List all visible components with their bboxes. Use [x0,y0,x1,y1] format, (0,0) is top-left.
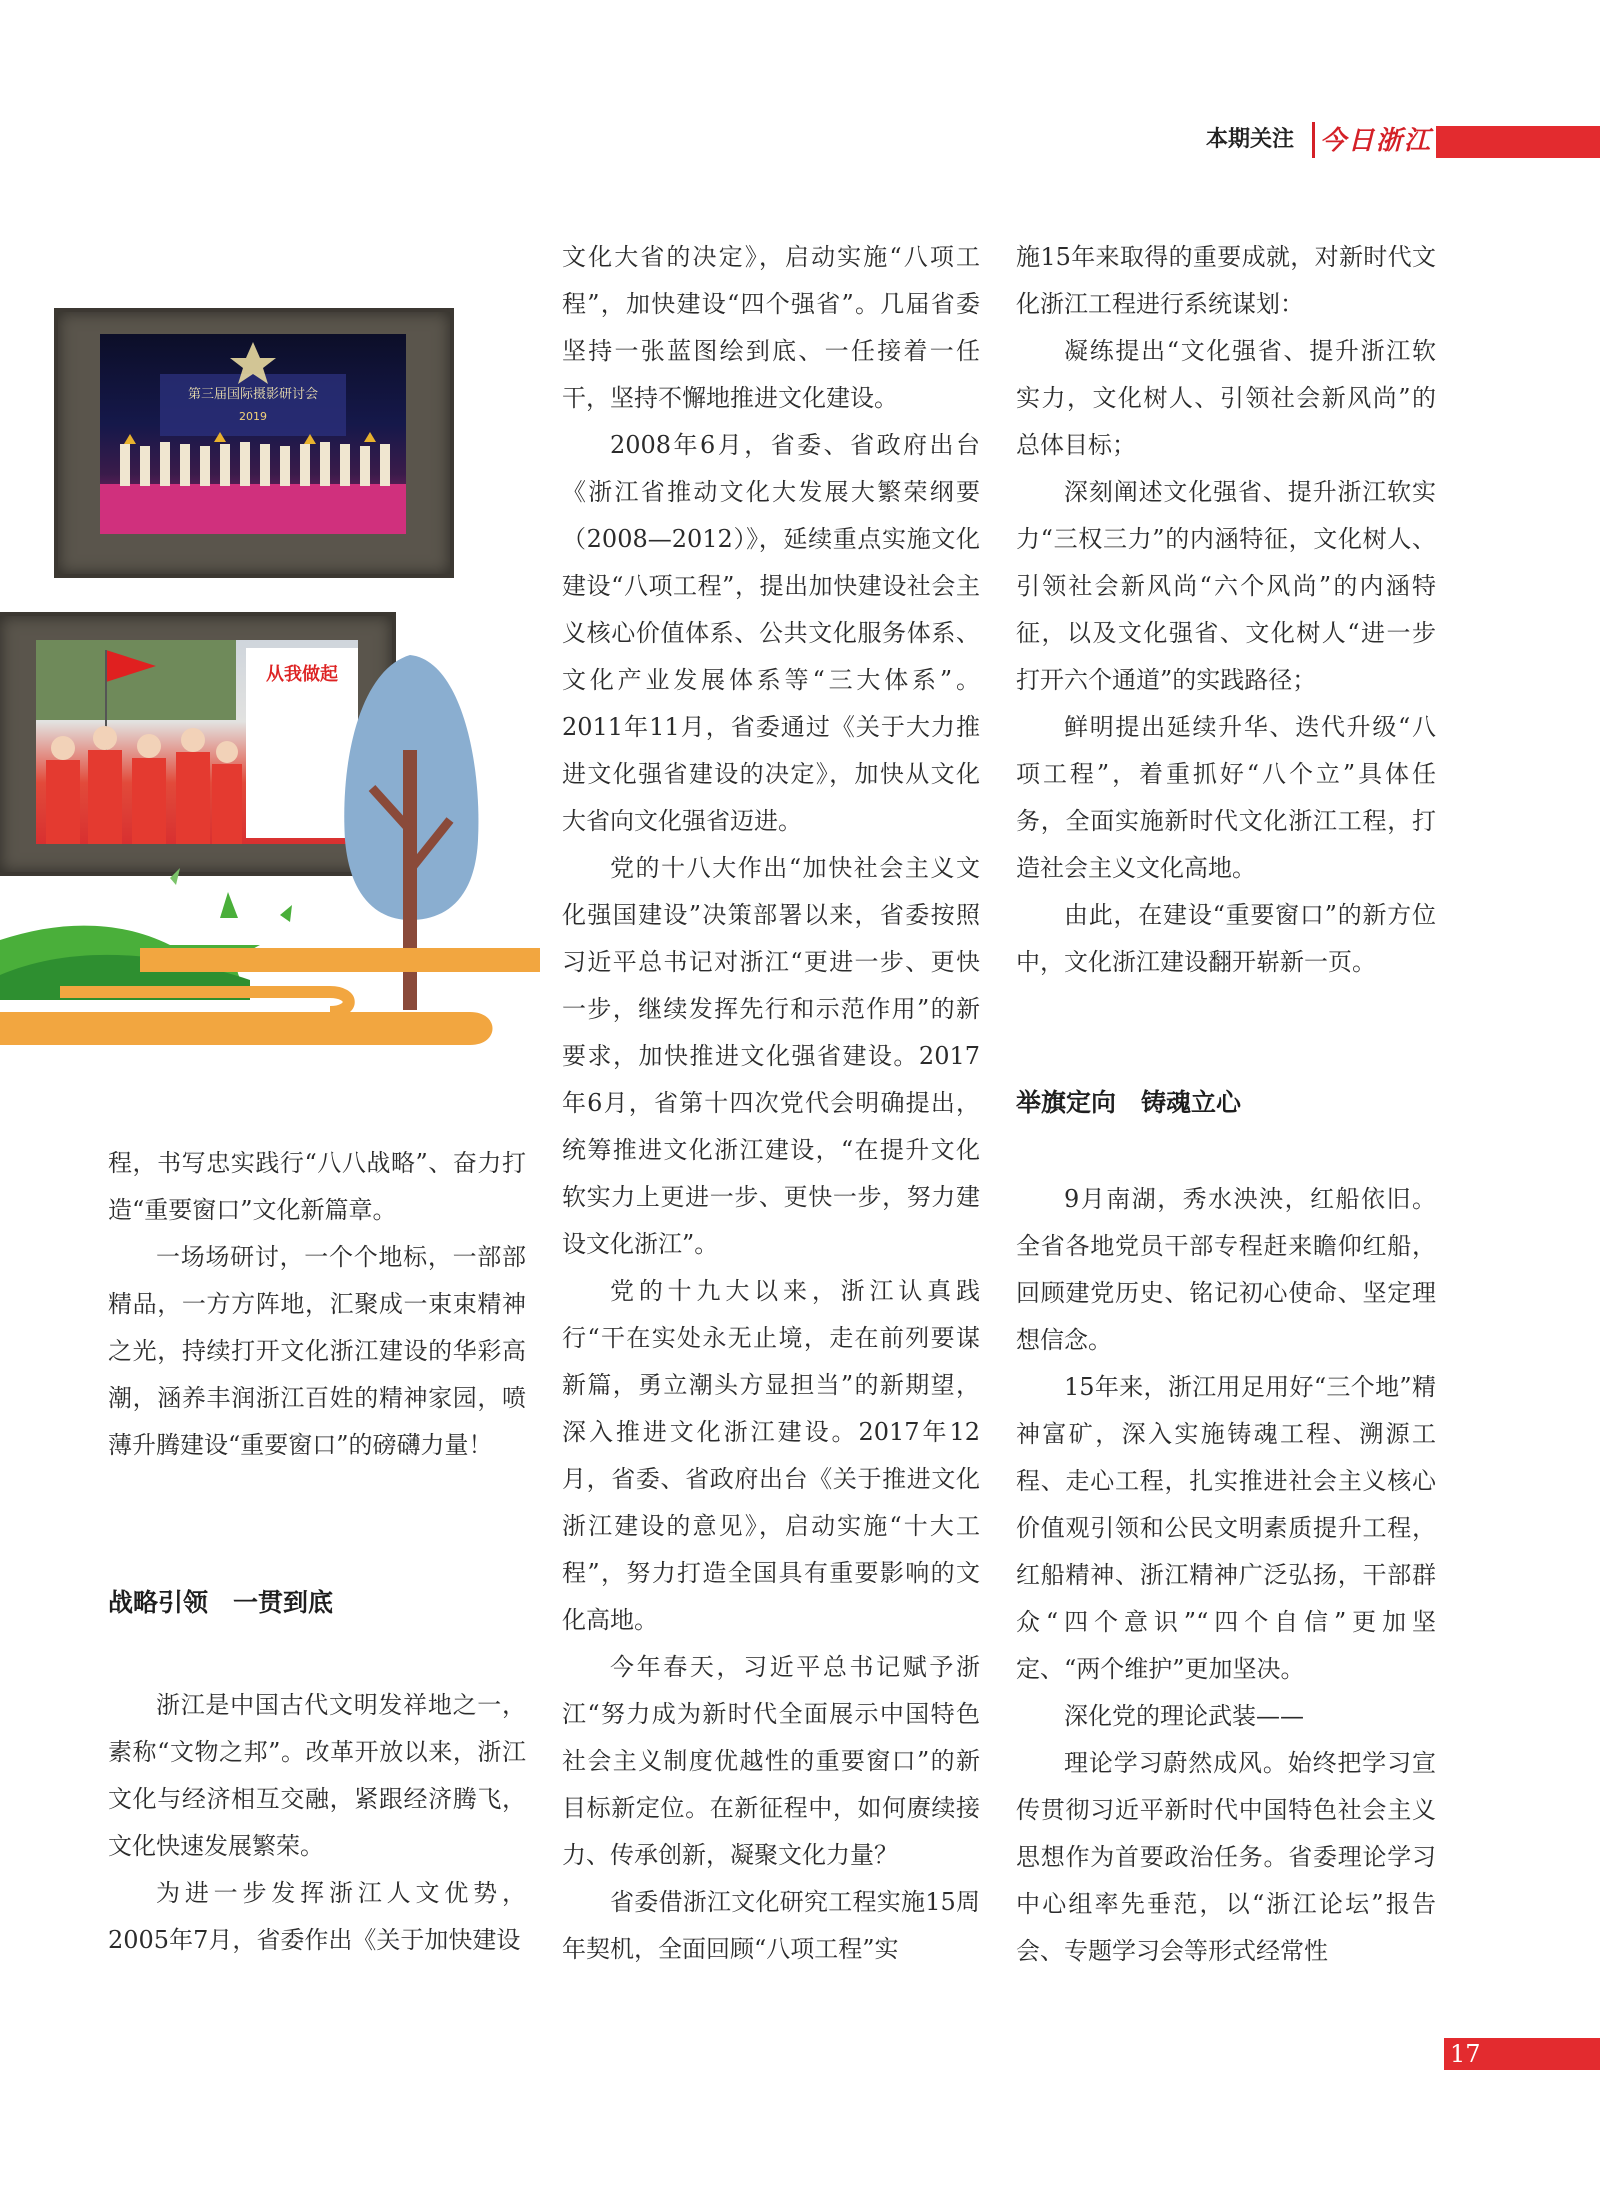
section-heading-direction: 举旗定向 铸魂立心 [1016,1088,1242,1117]
paragraph: 深刻阐述文化强省、提升浙江软实力“三权三力”的内涵特征，文化树人、引领社会新风尚“六个风尚”的内涵特征，以及文化强省、文化树人“进一步打开六个通道”的实践路径； [1016,478,1436,694]
paragraph: 程，书写忠实践行“八八战略”、奋力打造“重要窗口”文化新篇章。 [108,1149,526,1224]
paragraph: 鲜明提出延续升华、迭代升级“八项工程”，着重抓好“八个立”具体任务，全面实施新时代文化浙江工程，打造社会主义文化高地。 [1016,713,1436,882]
header-separator [1312,122,1315,158]
paragraph: 凝练提出“文化强省、提升浙江软实力，文化树人、引领社会新风尚”的总体目标； [1016,337,1436,459]
stage-scene [100,334,406,534]
paragraph: 2008年6月，省委、省政府出台《浙江省推动文化大发展大繁荣纲要（2008—2012）》，延续重点实施文化建设“八项工程”，提出加快建设社会主义核心价值体系、公共文化服务体系、文化产业发展体系等“三大体系”。2011年11月，省委通过《关于大力推进文化强省建设的决定》，加快从文化大省向文化强省迈进。 [562,431,980,835]
section-label: 本期关注 [1206,127,1295,152]
orange-wave-2 [0,1012,493,1045]
paragraph: 党的十八大作出“加快社会主义文化强国建设”决策部署以来，省委按照习近平总书记对浙江“更进一步、更快一步，继续发挥先行和示范作用”的新要求，加快推进文化强省建设。2017年6月，省第十四次党代会明确提出，统筹推进文化浙江建设，“在提升文化软实力上更进一步、更快一步，努力建设文化浙江”。 [562,854,980,1258]
paragraph: 为进一步发挥浙江人文优势，2005年7月，省委作出《关于加快建设 [108,1879,526,1954]
paragraph: 施15年来取得的重要成就，对新时代文化浙江工程进行系统谋划： [1016,243,1436,318]
paragraph: 理论学习蔚然成风。始终把学习宣传贯彻习近平新时代中国特色社会主义思想作为首要政治任务。省委理论学习中心组率先垂范，以“浙江论坛”报告会、专题学习会等形式经常性 [1016,1749,1436,1965]
page-number: 17 [1450,2040,1481,2068]
section-heading-strategy: 战略引领 一贯到底 [108,1588,334,1617]
magazine-logo: 今日浙江 [1320,126,1433,156]
paragraph: 9月南湖，秀水泱泱，红船依旧。全省各地党员干部专程赶来瞻仰红船，回顾建党历史、铭记初心使命、坚定理想信念。 [1016,1185,1436,1354]
header-accent-bar [1436,126,1600,158]
paragraph: 深化党的理论武装—— [1064,1702,1304,1730]
column-left-continued [108,1682,526,1964]
svg-text:2019: 2019 [239,410,267,423]
column-right-continued [1016,1176,1436,1975]
column-right [1016,234,1436,986]
paragraph: 一场场研讨，一个个地标，一部部精品，一方方阵地，汇聚成一束束精神之光，持续打开文化浙江建设的华彩高潮，涵养丰润浙江百姓的精神家园，喷薄升腾建设“重要窗口”的磅礴力量！ [108,1243,526,1459]
paragraph: 省委借浙江文化研究工程实施15周年契机，全面回顾“八项工程”实 [562,1888,980,1963]
paragraph: 文化大省的决定》，启动实施“八项工程”，加快建设“四个强省”。几届省委坚持一张蓝图绘到底、一任接着一任干，坚持不懈地推进文化建设。 [562,243,980,412]
column-left [108,1140,526,1469]
paragraph: 由此，在建设“重要窗口”的新方位中，文化浙江建设翻开崭新一页。 [1016,901,1436,976]
volunteers-banner-text: 从我做起 [266,664,338,685]
stage-photo-frame [54,308,454,578]
paragraph: 今年春天，习近平总书记赋予浙江“努力成为新时代全面展示中国特色社会主义制度优越性的重要窗口”的新目标新定位。在新征程中，如何赓续接力、传承创新，凝聚文化力量？ [562,1653,980,1869]
stage-banner-text: 第三届国际摄影研讨会 [187,387,319,402]
landscape-illustration [0,600,545,1100]
paragraph: 党的十九大以来，浙江认真践行“干在实处永无止境，走在前列要谋新篇，勇立潮头方显担当”的新期望，深入推进文化浙江建设。2017年12月，省委、省政府出台《关于推进文化浙江建设的意见》，启动实施“十大工程”，努力打造全国具有重要影响的文化高地。 [562,1277,980,1634]
paragraph: 15年来，浙江用足用好“三个地”精神富矿，深入实施铸魂工程、溯源工程、走心工程，扎实推进社会主义核心价值观引领和公民文明素质提升工程，红船精神、浙江精神广泛弘扬，干部群众“四个意识”“四个自信”更加坚定、“两个维护”更加坚决。 [1016,1373,1436,1683]
stage-photo [100,334,406,534]
orange-wave-1 [140,948,540,972]
paragraph: 浙江是中国古代文明发祥地之一，素称“文物之邦”。改革开放以来，浙江文化与经济相互交融，紧跟经济腾飞，文化快速发展繁荣。 [108,1691,526,1860]
column-middle [562,234,980,1973]
